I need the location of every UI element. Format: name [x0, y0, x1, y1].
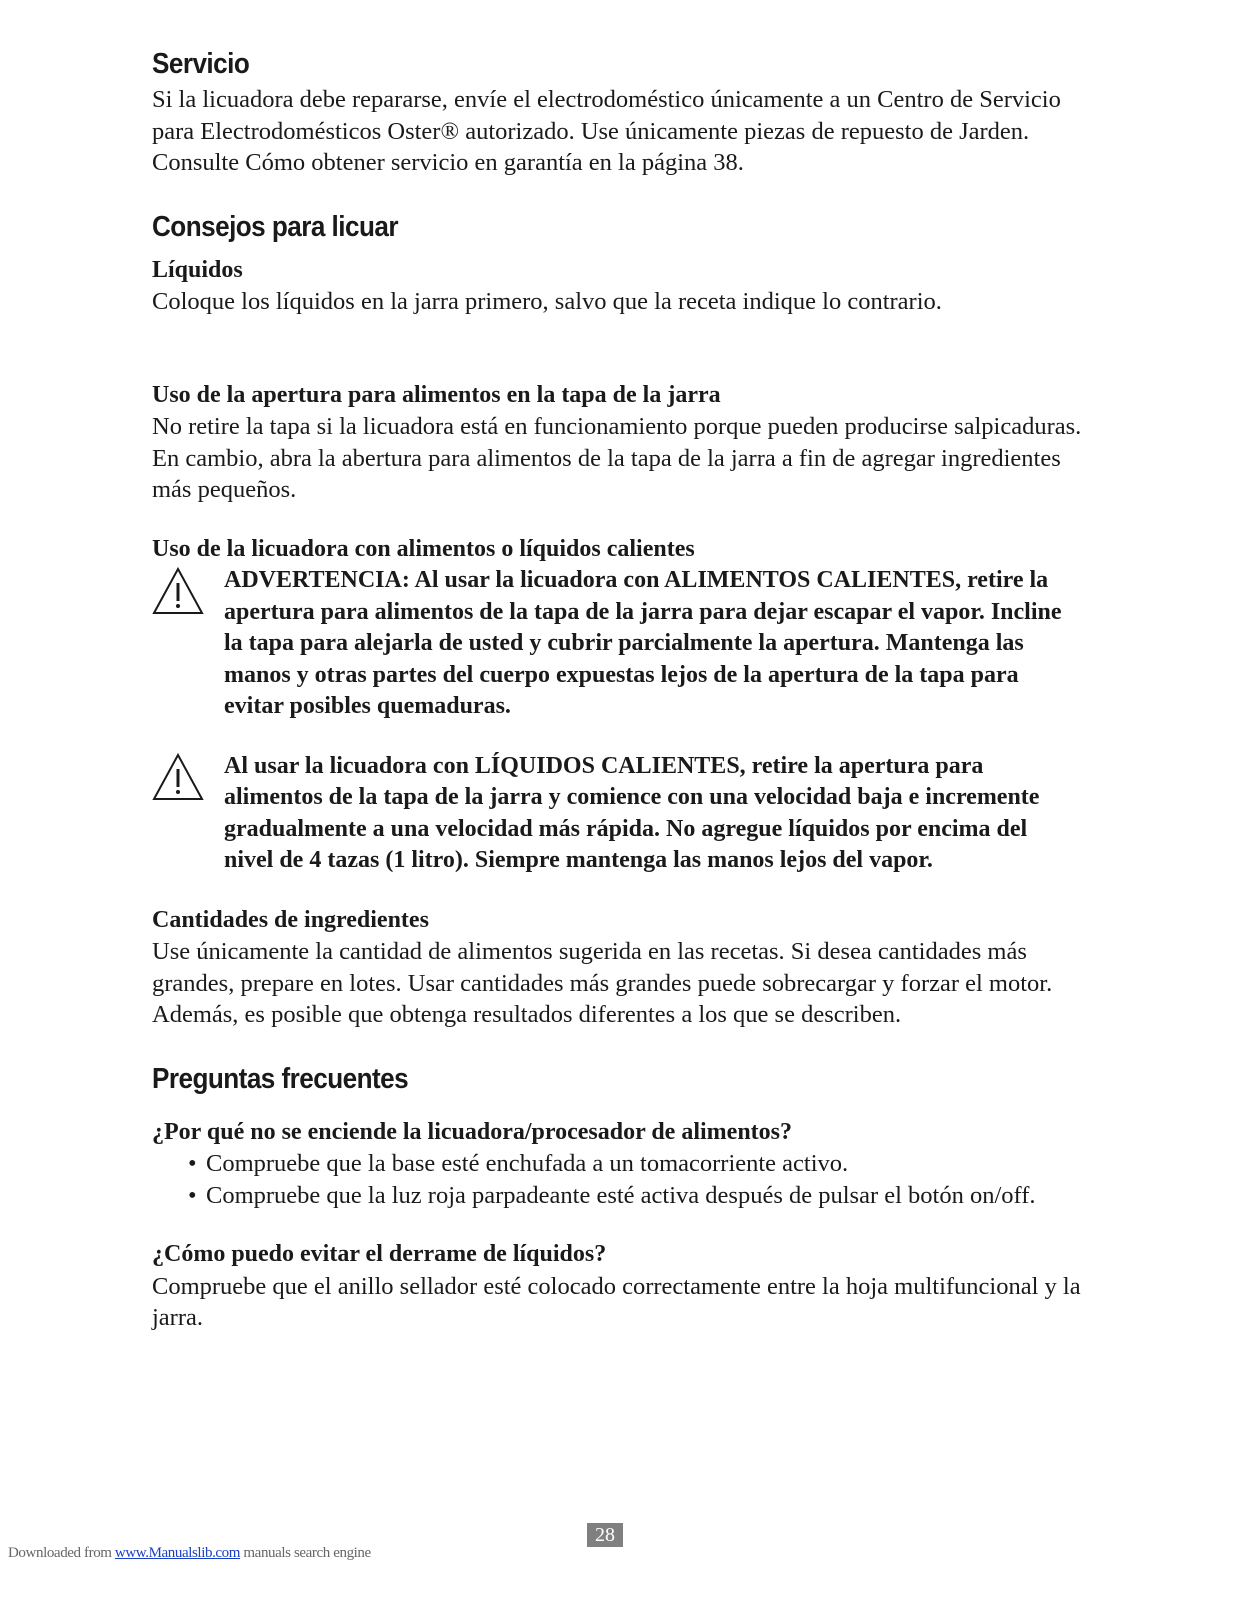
- liquidos-body: Coloque los líquidos en la jarra primero, salvo que la receta indique lo contrario.: [152, 288, 942, 315]
- page-content: [152, 44, 1082, 1334]
- footer-link[interactable]: www.Manualslib.com: [114, 1545, 241, 1561]
- warning-triangle-icon: [152, 565, 204, 617]
- cantidades-title: Cantidades de ingredientes: [152, 906, 429, 933]
- page-number: 28: [587, 1523, 623, 1547]
- list-item: • Compruebe que la luz roja parpadeante esté activa después de pulsar el botón on/off.: [188, 1180, 1082, 1212]
- servicio-heading: Servicio: [152, 48, 250, 80]
- warning-block-hot-liquids: [152, 751, 1082, 877]
- list-item: • Compruebe que la base esté enchufada a un tomacorriente activo.: [188, 1148, 1082, 1180]
- servicio-body: Si la licuadora debe repararse, envíe el electrodoméstico únicamente a un Centro de Servicio para Electrodomésticos Oster® autorizado. Use únicamente piezas de repuesto de Jarden. Consulte Cómo obtener servicio en garantía en la página 38.: [152, 86, 1061, 176]
- faq-q1-question: ¿Por qué no se enciende la licuadora/procesador de alimentos?: [152, 1118, 792, 1145]
- download-footer: [8, 1545, 371, 1562]
- warning-triangle-icon: [152, 751, 204, 803]
- consejos-heading: Consejos para licuar: [152, 210, 398, 243]
- liquidos-title: Líquidos: [152, 256, 243, 283]
- faq-q1-bullets: [152, 1148, 1082, 1211]
- footer-prefix: Downloaded from: [8, 1545, 115, 1561]
- faq-q2-question: ¿Cómo puedo evitar el derrame de líquidos?: [152, 1241, 607, 1267]
- apertura-title: Uso de la apertura para alimentos en la tapa de la jarra: [152, 381, 721, 408]
- warning-hot-liquids-text: Al usar la licuadora con LÍQUIDOS CALIENTES, retire la apertura para alimentos de la tapa de la jarra y comience con una velocidad baja e incremente gradualmente a una velocidad más rápida. No agregue líquidos por encima del nivel de 4 tazas (1 litro). Siempre mantenga las manos lejos del vapor.: [224, 752, 1040, 873]
- cantidades-body: Use únicamente la cantidad de alimentos sugerida en las recetas. Si desea cantidades más grandes, prepare en lotes. Usar cantidades más grandes puede sobrecargar y forzar el motor. Además, es posible que obtenga resultados diferentes a los que se describen.: [152, 938, 1053, 1028]
- faq-q2-answer: Compruebe que el anillo sellador esté colocado correctamente entre la hoja multifuncional y la jarra.: [152, 1272, 1081, 1331]
- faq-heading: Preguntas frecuentes: [152, 1062, 409, 1095]
- apertura-body: No retire la tapa si la licuadora está en funcionamiento porque pueden producirse salpicaduras. En cambio, abra la abertura para alimentos de la tapa de la jarra a fin de agregar ingredientes más pequeños.: [152, 413, 1082, 503]
- warning-block-hot-food: [152, 565, 1082, 723]
- warning-hot-food-text: ADVERTENCIA: Al usar la licuadora con ALIMENTOS CALIENTES, retire la apertura para alimentos de la tapa de la jarra para dejar escapar el vapor. Incline la tapa para alejarla de usted y cubrir parcialmente la apertura. Mantenga las manos y otras partes del cuerpo expuestas lejos de la apertura de la tapa para evitar posibles quemaduras.: [224, 567, 1062, 719]
- calientes-title: Uso de la licuadora con alimentos o líquidos calientes: [152, 535, 695, 562]
- footer-suffix: manuals search engine: [240, 1545, 371, 1561]
